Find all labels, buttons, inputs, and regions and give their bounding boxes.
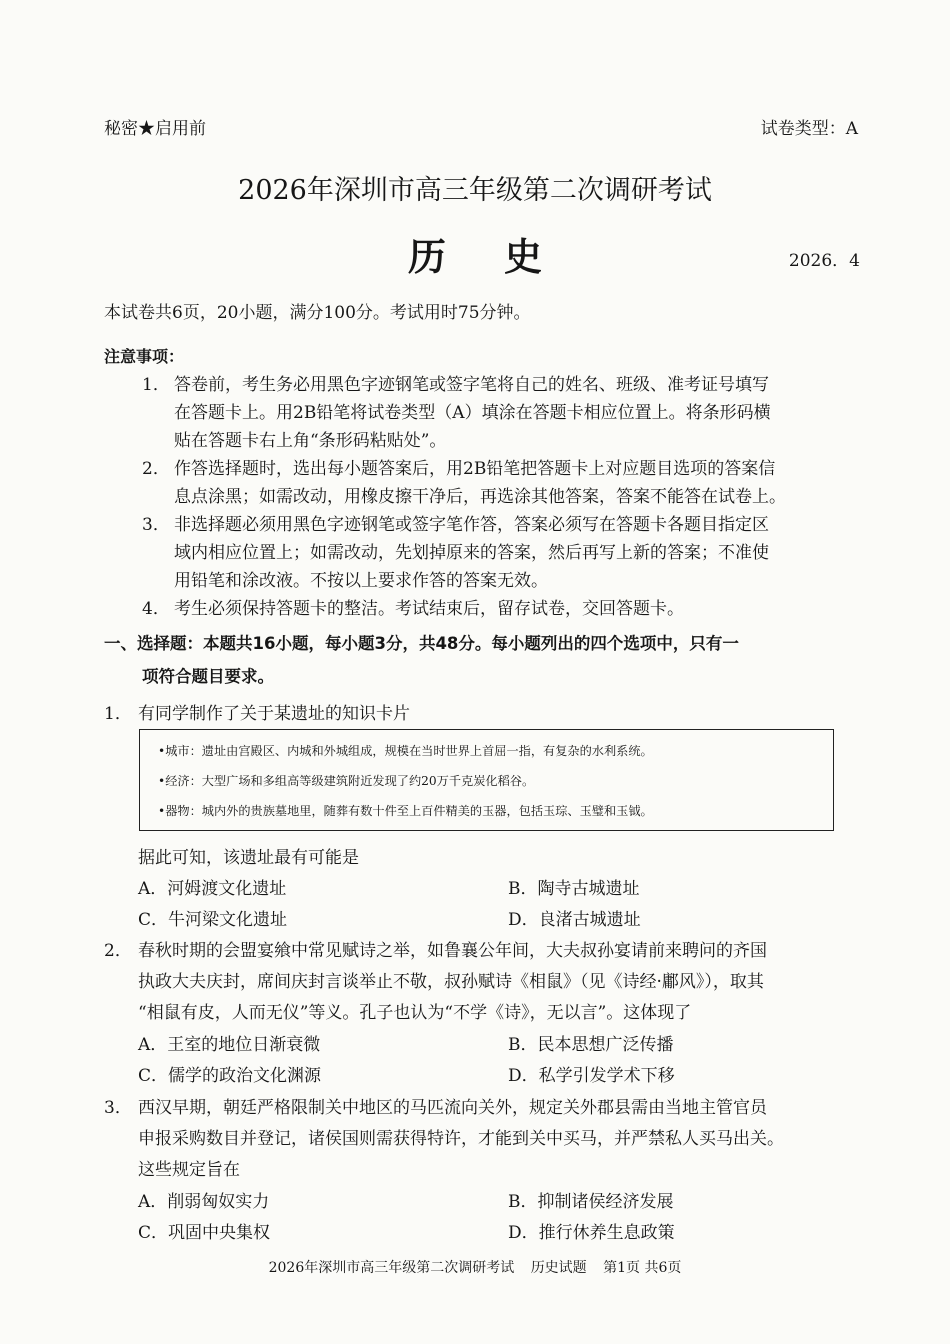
- note-text-line: 考生必须保持答题卡的整洁。考试结束后，留存试卷，交回答题卡。: [174, 599, 684, 619]
- page-footer: [0, 1257, 950, 1277]
- option-c: C．牛河梁文化遗址: [138, 910, 288, 930]
- subject-title: 历史: [407, 234, 600, 279]
- note-text-line: 非选择题必须用黑色字迹钢笔或签字笔作答，答案必须写在答题卡各题目指定区: [174, 515, 769, 535]
- knowledge-card: [139, 729, 834, 831]
- note-text-line: 贴在答题卡右上角“条形码粘贴处”。: [174, 431, 447, 451]
- option-b: B．抑制诸侯经济发展: [508, 1192, 674, 1212]
- card-item: •器物：城内外的贵族墓地里，随葬有数十件至上百件精美的玉器，包括玉琮、玉璧和玉钺。: [158, 804, 653, 818]
- option-d: D．私学引发学术下移: [508, 1066, 675, 1086]
- card-item: •经济：大型广场和多组高等级建筑附近发现了约20万千克炭化稻谷。: [158, 774, 535, 788]
- note-number: 1．: [142, 375, 170, 395]
- note-text-line: 作答选择题时，选出每小题答案后，用2B铅笔把答题卡上对应题目选项的答案信: [174, 459, 776, 479]
- section-heading-cont: 项符合题目要求。: [142, 667, 274, 686]
- option-c: C．巩固中央集权: [138, 1223, 271, 1243]
- question-stem: 申报采购数目并登记，诸侯国则需获得特许，才能到关中买马，并严禁私人买马出关。: [138, 1129, 784, 1149]
- question-stem: 西汉早期，朝廷严格限制关中地区的马匹流向关外，规定关外郡县需由当地主管官员: [138, 1098, 767, 1118]
- section-heading: 一、选择题：本题共16小题，每小题3分，共48分。每小题列出的四个选项中，只有一: [104, 634, 739, 653]
- option-a: A．河姆渡文化遗址: [138, 879, 287, 899]
- note-number: 4．: [142, 599, 170, 619]
- option-a: A．削弱匈奴实力: [138, 1192, 270, 1212]
- option-b: B．民本思想广泛传播: [508, 1035, 674, 1055]
- notes-heading: 注意事项：: [104, 347, 185, 366]
- question-number: 2．: [104, 941, 132, 961]
- card-item: •城市：遗址由宫殿区、内城和外城组成，规模在当时世界上首屈一指，有复杂的水利系统。: [158, 744, 653, 758]
- exam-title: 2026年深圳市高三年级第二次调研考试: [238, 175, 712, 206]
- question-stem: 春秋时期的会盟宴飨中常见赋诗之举，如鲁襄公年间，大夫叔孙宴请前来聘问的齐国: [138, 941, 767, 961]
- footer-title: 2026年深圳市高三年级第二次调研考试: [268, 1260, 515, 1276]
- note-text-line: 用铅笔和涂改液。不按以上要求作答的答案无效。: [174, 571, 548, 591]
- note-number: 2．: [142, 459, 170, 479]
- note-text-line: 答卷前，考生务必用黑色字迹钢笔或签字笔将自己的姓名、班级、准考证号填写: [174, 375, 769, 395]
- footer-page-number: 第1页 共6页: [603, 1260, 682, 1276]
- paper-type: 试卷类型：A: [760, 119, 858, 139]
- option-d: D．推行休养生息政策: [508, 1223, 675, 1243]
- option-d: D．良渚古城遗址: [508, 910, 641, 930]
- question-number: 3．: [104, 1098, 132, 1118]
- exam-intro: 本试卷共6页，20小题，满分100分。考试用时75分钟。: [104, 303, 531, 323]
- question-stem: “相鼠有皮，人而无仪”等义。孔子也认为“不学《诗》，无以言”。这体现了: [138, 1003, 692, 1023]
- question-number: 1．: [104, 704, 132, 724]
- question-prompt: 据此可知，该遗址最有可能是: [138, 848, 359, 868]
- note-text-line: 域内相应位置上；如需改动，先划掉原来的答案，然后再写上新的答案；不准使: [174, 543, 769, 563]
- note-number: 3．: [142, 515, 170, 535]
- option-a: A．王室的地位日渐衰微: [138, 1035, 321, 1055]
- note-text-line: 在答题卡上。用2B铅笔将试卷类型（A）填涂在答题卡相应位置上。将条形码横: [174, 403, 771, 423]
- footer-subject: 历史试题: [530, 1260, 587, 1276]
- confidential-mark: 秘密★启用前: [104, 119, 206, 139]
- question-stem: 执政大夫庆封，席间庆封言谈举止不敬，叔孙赋诗《相鼠》（见《诗经·鄘风》），取其: [138, 972, 764, 992]
- exam-date: 2026．4: [788, 251, 860, 271]
- option-c: C．儒学的政治文化渊源: [138, 1066, 322, 1086]
- note-text-line: 息点涂黑；如需改动，用橡皮擦干净后，再选涂其他答案，答案不能答在试卷上。: [174, 487, 786, 507]
- question-stem: 这些规定旨在: [138, 1160, 240, 1180]
- question-stem: 有同学制作了关于某遗址的知识卡片: [138, 704, 410, 724]
- option-b: B．陶寺古城遗址: [508, 879, 640, 899]
